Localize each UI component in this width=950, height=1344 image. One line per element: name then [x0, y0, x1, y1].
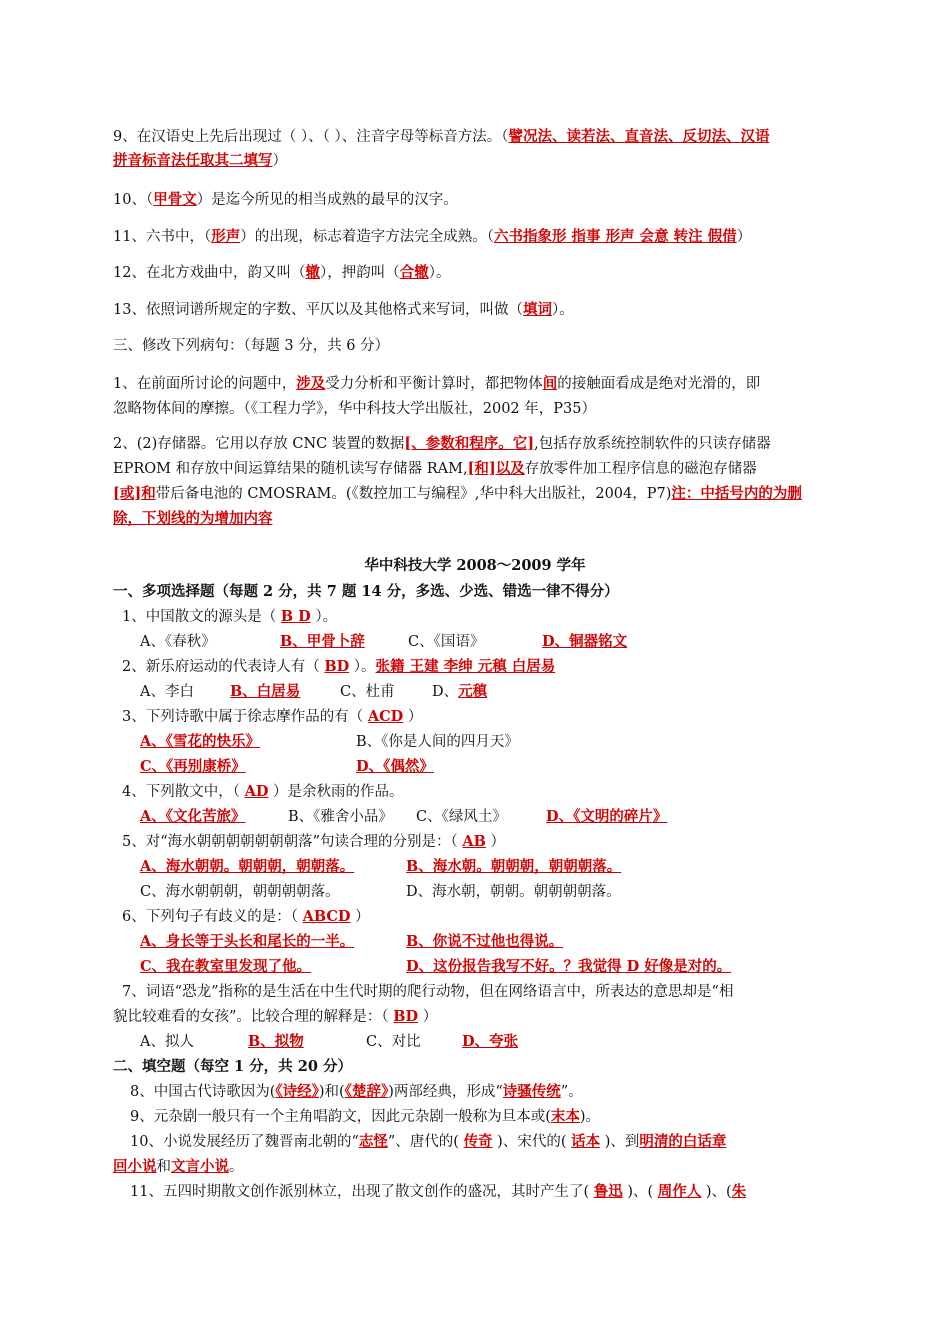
- s2-line3: [或]和带后备电池的 CMOSRAM。(《数控加工与编程》,华中科大出版社，2004，P7)注：中括号内的为删: [113, 485, 802, 502]
- section-3-heading: 三、修改下列病句：（每题 3 分，共 6 分）: [113, 338, 390, 354]
- q10-line: 10、（甲骨文）是迄今所见的相当成熟的最早的汉字。: [113, 191, 458, 208]
- c6-question: 6、下列句子有歧义的是：（ ABCD ）: [122, 908, 370, 925]
- q9-line1: 9、在汉语史上先后出现过（ ）、（ ）、注音字母等标音方法。（譬况法、读若法、直音法、反切法、汉语: [113, 128, 770, 145]
- c5-options-ab: A、海水朝朝。朝朝朝，朝朝落。 B、海水朝。朝朝朝，朝朝朝落。: [140, 858, 622, 875]
- s2-line2: EPROM 和存放中间运算结果的随机读写存储器 RAM,[和]以及存放零件加工程序信息的磁泡存储器: [113, 460, 757, 477]
- q12-answer2: 合辙: [399, 264, 429, 281]
- c7-options: A、拟人 B、拟物 C、对比 D、夸张: [140, 1033, 519, 1050]
- c2-question: 2、新乐府运动的代表诗人有（ BD ）。张籍 王建 李绅 元稹 白居易: [122, 658, 556, 675]
- c4-question: 4、下列散文中，（ AD ）是余秋雨的作品。: [122, 783, 404, 800]
- c5-question: 5、对“海水朝朝朝朝朝朝朝落”句读合理的分别是：（ AB ）: [122, 833, 506, 850]
- c4-options: A、《文化苦旅》 B、《雅舍小品》 C、《绿风土》 D、《文明的碎片》: [140, 808, 668, 825]
- q13-answer: 填词: [522, 301, 552, 318]
- q9-line2: 拼音标音法任取其二填写）: [113, 152, 287, 169]
- q11-note: 六书指象形 指事 形声 会意 转注 假借: [493, 228, 737, 245]
- q9-answer-cont: 拼音标音法任取其二填写: [113, 152, 273, 169]
- part2-heading: 二、填空题（每空 1 分，共 20 分）: [113, 1058, 352, 1075]
- f10-line1: 10、小说发展经历了魏晋南北朝的“志怪”、唐代的( 传奇 )、宋代的( 话本 )、到明清的白话章: [130, 1133, 727, 1150]
- f10-line2: 回小说和文言小说。: [113, 1158, 244, 1175]
- c6-options-ab: A、身长等于头长和尾长的一半。 B、你说不过他也得说。: [140, 933, 564, 950]
- f11-line: 11、五四时期散文创作派别林立，出现了散文创作的盛况，其时产生了( 鲁迅 )、( 周作人 )、(朱: [130, 1183, 747, 1200]
- q9-answer: 譬况法、读若法、直音法、反切法、汉语: [508, 128, 770, 145]
- q12-answer1: 辙: [305, 264, 320, 281]
- part1-heading: 一、多项选择题（每题 2 分，共 7 题 14 分，多选、少选、错选一律不得分）: [113, 583, 619, 600]
- c6-options-cd: C、我在教室里发现了他。 D、这份报告我写不好。？我觉得 D 好像是对的。: [140, 958, 732, 975]
- c7-question-line2: 貌比较难看的女孩”。比较合理的解释是：（ BD ）: [113, 1008, 438, 1025]
- c5-options-cd: C、海水朝朝朝，朝朝朝朝落。 D、海水朝，朝朝。朝朝朝朝落。: [140, 884, 621, 900]
- s1-line1: 1、在前面所讨论的问题中，涉及受力分析和平衡计算时，都把物体间的接触面看成是绝对光滑的，即: [113, 375, 761, 392]
- c3-options-ab: A、《雪花的快乐》 B、《你是人间的四月天》: [140, 733, 519, 750]
- f9-line: 9、元杂剧一般只有一个主角唱韵文，因此元杂剧一般称为旦本或(末本)。: [130, 1108, 601, 1125]
- exam-title: 华中科技大学 2008～2009 学年: [364, 557, 586, 574]
- q10-answer: 甲骨文: [153, 191, 197, 208]
- s1-line2: 忽略物体间的摩擦。（《工程力学》，华中科技大学出版社，2002 年，P35）: [113, 401, 596, 417]
- f8-line: 8、中国古代诗歌因为(《诗经》)和(《楚辞》)两部经典，形成“诗骚传统”。: [130, 1083, 583, 1100]
- s2-line4: 除，下划线的为增加内容: [113, 510, 273, 527]
- c1-question: 1、中国散文的源头是（ B D ）。: [122, 608, 338, 625]
- c2-options: A、李白 B、白居易 C、杜甫 D、元稹: [140, 683, 488, 700]
- s2-line1: 2、(2)存储器。它用以存放 CNC 装置的数据[、参数和程序。它],包括存放系统控制软件的只读存储器: [113, 435, 771, 452]
- c7-question-line1: 7、词语“恐龙”指称的是生活在中生代时期的爬行动物，但在网络语言中，所表达的意思却是“相: [122, 984, 734, 1000]
- c3-question: 3、下列诗歌中属于徐志摩作品的有（ ACD ）: [122, 708, 423, 725]
- c1-options: A、《春秋》 B、甲骨卜辞 C、《国语》 D、铜器铭文: [140, 633, 628, 650]
- q11-answer: 形声: [211, 228, 241, 245]
- q12-line: 12、在北方戏曲中，韵又叫（辙），押韵叫（合辙）。: [113, 264, 451, 281]
- q11-line: 11、六书中，（形声）的出现，标志着造字方法完全成熟。（六书指象形 指事 形声 会意 转注 假借）: [113, 228, 752, 245]
- q13-line: 13、依照词谱所规定的字数、平仄以及其他格式来写词，叫做（填词）。: [113, 301, 574, 318]
- c3-options-cd: C、《再别康桥》 D、《偶然》: [140, 758, 434, 775]
